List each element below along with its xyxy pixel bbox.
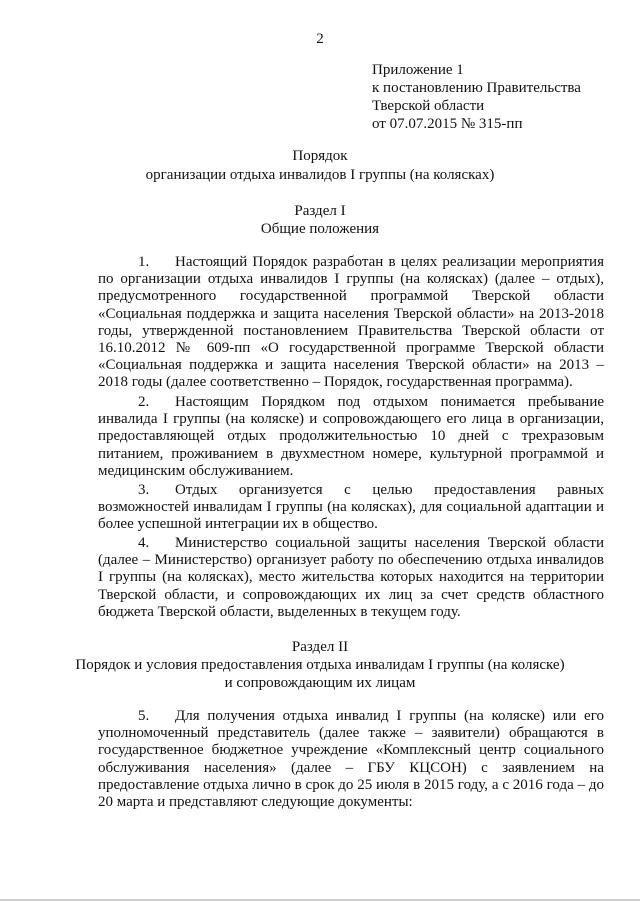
paragraph-number: 3. bbox=[138, 482, 150, 498]
appendix-block bbox=[372, 61, 632, 133]
paragraph-number: 1. bbox=[138, 254, 150, 270]
paragraph-number: 5. bbox=[138, 708, 150, 724]
section2-heading: Раздел II bbox=[291, 639, 349, 655]
appendix-line: Тверской области bbox=[372, 98, 485, 114]
paragraph-text: Настоящий Порядок разработан в целях реализации мероприятия по организации отдыха инвалидов I группы (на колясках) (далее – отдых), предусмотренного государственной программой Тверской области «Социальная поддержка и защита населения Тверской области» на 2013-2018 годы, утвержденной постановлением Правительства Тверской области от 16.10.2012 № 609-пп «О государственной программе Тверской области «Социальная поддержка и защита населения Тверской области» на 2013 – 2018 годы (далее соответственно – Порядок, государственная программа). bbox=[98, 254, 604, 391]
document-title: Порядок bbox=[292, 148, 348, 164]
paragraph-5 bbox=[98, 708, 604, 811]
paragraph-text: Отдых организуется с целью предоставления равных возможностей инвалидам I группы (на колясках), для социальной адаптации и более успешной интеграции их в общество. bbox=[98, 482, 604, 533]
document-subtitle: организации отдыха инвалидов I группы (на колясках) bbox=[145, 167, 495, 183]
paragraph-2 bbox=[98, 394, 604, 480]
appendix-line: от 07.07.2015 № 315-пп bbox=[372, 116, 523, 132]
appendix-line: к постановлению Правительства bbox=[372, 80, 581, 96]
paragraph-number: 2. bbox=[138, 394, 150, 410]
section1-heading: Раздел I bbox=[294, 203, 346, 219]
paragraph-1 bbox=[98, 254, 604, 392]
section1-subheading: Общие положения bbox=[260, 221, 380, 237]
section2-subheading: и сопровождающим их лицам bbox=[224, 675, 416, 691]
appendix-line: Приложение 1 bbox=[372, 62, 464, 78]
paragraph-4 bbox=[98, 535, 604, 621]
paragraph-text: Для получения отдыха инвалид I группы (на коляске) или его уполномоченный представитель (далее также – заявители) обращаются в государственное бюджетное учреждение «Комплексный центр социального обслуживания населения» (далее – ГБУ КЦСОН) с заявлением на предоставление отдыха лично в срок до 25 июля в 2015 году, а с 2016 года – до 20 марта и представляют следующие документы: bbox=[98, 708, 604, 811]
page-number: 2 bbox=[316, 31, 324, 47]
scan-edge-line bbox=[0, 899, 640, 901]
paragraph-3 bbox=[98, 482, 604, 534]
paragraph-text: Настоящим Порядком под отдыхом понимается пребывание инвалида I группы (на коляске) и сопровождающего его лица в организации, предоставляющей отдых продолжительностью 10 дней с трехразовым питанием, проживанием в двухместном номере, культурной программой и медицинским обслуживанием. bbox=[98, 394, 604, 479]
paragraph-number: 4. bbox=[138, 535, 150, 551]
section2-subheading: Порядок и условия предоставления отдыха инвалидам I группы (на коляске) bbox=[75, 657, 565, 673]
paragraph-text: Министерство социальной защиты населения Тверской области (далее – Министерство) организует работу по обеспечению отдыха инвалидов I группы (на колясках), место жительства которых находится на территории Тверской области, и сопровождающих их лиц за счет средств областного бюджета Тверской области, выделенных в текущем году. bbox=[98, 535, 604, 620]
